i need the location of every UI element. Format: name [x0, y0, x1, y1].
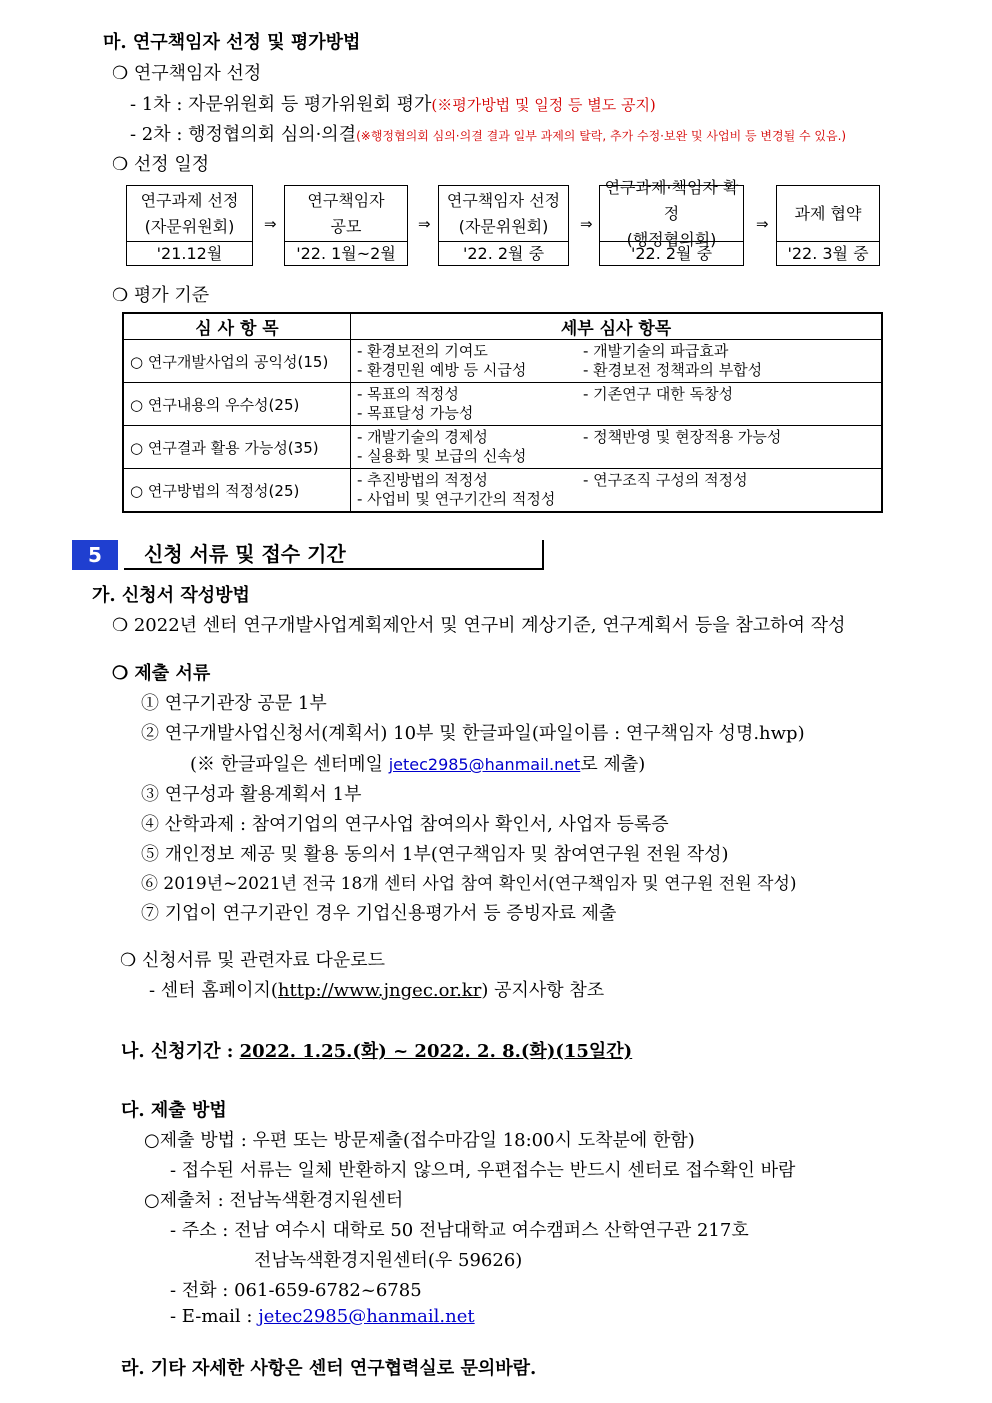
detail-text: - 개발기술의 경제성	[357, 428, 488, 446]
list-item: ⑦ 기업이 연구기관인 경우 기업신용평가서 등 증빙자료 제출	[141, 903, 617, 924]
step-subtitle: (행정협의회)	[626, 229, 717, 249]
stage2-note: (※행정협의회 심의·의결 결과 일부 과제의 탈락, 추가 수정·보완 및 사업비 등 변경될 수 있음.)	[356, 129, 847, 143]
detail-text: - 정책반영 및 현장적용 가능성	[583, 428, 782, 446]
arrow-icon: ⇒	[580, 215, 593, 233]
email-link[interactable]: jetec2985@hanmail.net	[388, 755, 581, 774]
list-item: ⑤ 개인정보 제공 및 활용 동의서 1부(연구책임자 및 참여연구원 전원 작성)	[141, 844, 729, 865]
table-row	[123, 340, 882, 383]
application-period	[121, 1037, 632, 1063]
download-pre: - 센터 홈페이지(	[149, 980, 278, 1001]
table-header-row	[123, 313, 882, 340]
email-note	[190, 750, 645, 776]
bullet-schedule: ❍ 선정 일정	[112, 154, 210, 175]
detail-text: - 실용화 및 보급의 신속성	[357, 447, 527, 465]
header-right: 세부 심사 항목	[351, 313, 883, 340]
detail-text: - 추진방법의 적정성	[357, 471, 488, 489]
criteria-item: ○ 연구방법의 적정성(25)	[123, 469, 351, 513]
stage1-line	[130, 90, 656, 116]
step-title: 연구과제 선정	[140, 190, 239, 210]
criteria-item: ○ 연구개발사업의 공익성(15)	[123, 340, 351, 383]
step-date: '22. 1월~2월	[296, 244, 396, 263]
section-number-badge: 5	[72, 540, 118, 570]
step-date: '21.12월	[156, 244, 223, 263]
criteria-details	[351, 340, 883, 383]
period-label: 나. 신청기간 :	[121, 1041, 240, 1062]
email-line	[170, 1306, 475, 1327]
criteria-details	[351, 426, 883, 469]
step-title: 연구책임자	[307, 190, 385, 210]
step-title: 연구책임자 선정	[446, 190, 561, 210]
step-date: '22. 2월 중	[462, 244, 545, 263]
address-line-1: - 주소 : 전남 여수시 대학로 50 전남대학교 여수캠퍼스 산학연구관 217호	[170, 1220, 749, 1241]
email-note-pre: (※ 한글파일은 센터메일	[190, 754, 389, 775]
phone-line: - 전화 : 061-659-6782~6785	[170, 1280, 422, 1301]
table-row	[123, 383, 882, 426]
submission-docs-heading: ❍ 제출 서류	[112, 663, 211, 684]
download-post: ) 공지사항 참조	[481, 980, 605, 1001]
download-line	[149, 976, 604, 1002]
arrow-icon: ⇒	[418, 215, 431, 233]
section-ma-heading: 마. 연구책임자 선정 및 평가방법	[103, 32, 361, 53]
section-ga-heading: 가. 신청서 작성방법	[92, 585, 250, 606]
step-date: '22. 2월 중	[630, 244, 713, 263]
schedule-step-1	[126, 185, 253, 266]
section-da-heading: 다. 제출 방법	[121, 1100, 227, 1121]
bullet-criteria: ❍ 평가 기준	[112, 285, 210, 306]
detail-text: - 환경민원 예방 등 시급성	[357, 361, 527, 379]
criteria-table	[122, 312, 883, 513]
list-item: ② 연구개발사업신청서(계획서) 10부 및 한글파일(파일이름 : 연구책임자 성명.hwp)	[141, 723, 805, 744]
section-ra-text: 라. 기타 자세한 사항은 센터 연구협력실로 문의바람.	[121, 1358, 537, 1379]
stage2-line	[130, 120, 846, 146]
step-title: 과제 협약	[794, 203, 862, 223]
stage2-text: - 2차 : 행정협의회 심의·의결	[130, 124, 357, 145]
criteria-details	[351, 383, 883, 426]
detail-text: - 목표의 적정성	[357, 385, 459, 403]
list-item: ① 연구기관장 공문 1부	[141, 693, 327, 714]
email-label: - E-mail :	[170, 1306, 259, 1327]
arrow-icon: ⇒	[756, 215, 769, 233]
detail-text: - 사업비 및 연구기간의 적정성	[357, 490, 556, 508]
schedule-step-4	[599, 177, 744, 266]
email-note-post: 로 제출)	[580, 754, 646, 775]
stage1-text: - 1차 : 자문위원회 등 평가위원회 평가	[130, 94, 432, 115]
arrow-icon: ⇒	[264, 215, 277, 233]
step-subtitle: (자문위원회)	[144, 216, 235, 236]
contact-email-link[interactable]: jetec2985@hanmail.net	[258, 1306, 475, 1327]
schedule-step-3	[438, 185, 569, 266]
criteria-details	[351, 469, 883, 513]
submission-method: ○제출 방법 : 우편 또는 방문제출(접수마감일 18:00시 도착분에 한함)	[144, 1130, 695, 1151]
header-left: 심 사 항 목	[123, 313, 351, 340]
detail-text: - 개발기술의 파급효과	[583, 342, 729, 360]
writing-method-bullet: ❍ 2022년 센터 연구개발사업계획제안서 및 연구비 계상기준, 연구계획서 등을 참고하여 작성	[112, 615, 846, 636]
step-title: 연구과제·책임자 확정	[604, 177, 739, 223]
detail-text: - 목표달성 가능성	[357, 404, 474, 422]
step-date: '22. 3월 중	[787, 244, 869, 263]
address-line-2: 전남녹색환경지원센터(우 59626)	[254, 1250, 523, 1271]
criteria-item: ○ 연구결과 활용 가능성(35)	[123, 426, 351, 469]
detail-text: - 환경보전 정책과의 부합성	[583, 361, 763, 379]
detail-text: - 기존연구 대한 독창성	[583, 385, 734, 403]
period-value: 2022. 1.25.(화) ~ 2022. 2. 8.(화)(15일간)	[239, 1041, 633, 1062]
table-row	[123, 426, 882, 469]
list-item: ⑥ 2019년~2021년 전국 18개 센터 사업 참여 확인서(연구책임자 및 연구원 전원 작성)	[141, 874, 797, 894]
step-subtitle: (자문위원회)	[458, 216, 549, 236]
submission-method-note: - 접수된 서류는 일체 반환하지 않으며, 우편접수는 반드시 센터로 접수확인 바람	[170, 1160, 796, 1181]
download-heading: ❍ 신청서류 및 관련자료 다운로드	[120, 950, 386, 971]
schedule-step-5	[776, 185, 880, 266]
bullet-researcher-selection: ❍ 연구책임자 선정	[112, 63, 262, 84]
homepage-link[interactable]: http://www.jngec.or.kr	[277, 980, 482, 1001]
list-item: ③ 연구성과 활용계획서 1부	[141, 784, 362, 805]
schedule-step-2	[284, 185, 408, 266]
criteria-item: ○ 연구내용의 우수성(25)	[123, 383, 351, 426]
step-subtitle: 공모	[330, 216, 362, 236]
detail-text: - 연구조직 구성의 적정성	[583, 471, 748, 489]
list-item: ④ 산학과제 : 참여기업의 연구사업 참여의사 확인서, 사업자 등록증	[141, 814, 669, 835]
stage1-note: (※평가방법 및 일정 등 별도 공지)	[431, 96, 656, 114]
detail-text: - 환경보전의 기여도	[357, 342, 488, 360]
section-title: 신청 서류 및 접수 기간	[124, 540, 544, 570]
table-row	[123, 469, 882, 513]
submission-place: ○제출처 : 전남녹색환경지원센터	[144, 1190, 404, 1211]
